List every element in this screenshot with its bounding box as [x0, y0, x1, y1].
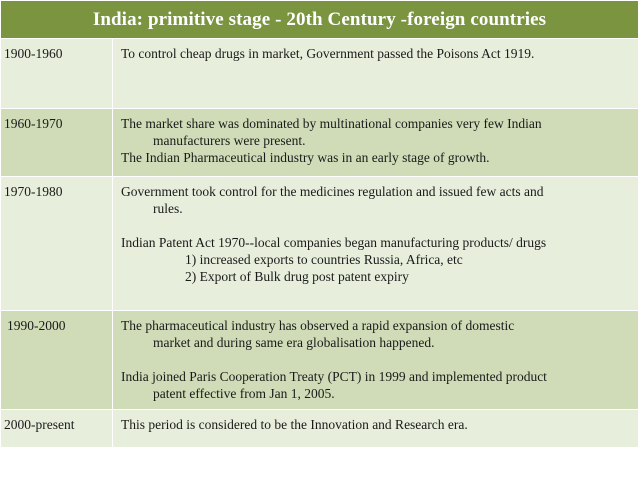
description-cell — [113, 39, 638, 109]
description-line: The Indian Pharmaceutical industry was in an early stage of growth. — [121, 150, 490, 165]
table-row — [1, 410, 638, 448]
description-line: 2) Export of Bulk drug post patent expiry — [185, 269, 409, 284]
table-row — [1, 39, 638, 109]
period-cell: 1900-1960 — [1, 39, 113, 109]
period-cell: 2000-present — [1, 410, 113, 448]
description-line: 1) increased exports to countries Russia, Africa, etc — [185, 252, 463, 267]
description-cell — [113, 177, 638, 311]
period-cell: 1960-1970 — [1, 109, 113, 177]
description-line: manufacturers were present. — [153, 133, 306, 148]
description-line: rules. — [153, 201, 183, 216]
table-row — [1, 311, 638, 410]
description-cell — [113, 109, 638, 177]
description-line: To control cheap drugs in market, Government passed the Poisons Act 1919. — [121, 46, 535, 61]
description-cell — [113, 410, 638, 448]
description-line: This period is considered to be the Innovation and Research era. — [121, 417, 468, 432]
period-cell: 1990-2000 — [1, 311, 113, 410]
description-line: Indian Patent Act 1970--local companies began manufacturing products/ drugs — [121, 235, 547, 250]
description-line: The pharmaceutical industry has observed a rapid expansion of domestic — [121, 318, 515, 333]
line-spacer — [121, 217, 634, 234]
description-line: market and during same era globalisation happened. — [153, 335, 435, 350]
description-line: patent effective from Jan 1, 2005. — [153, 386, 335, 401]
description-line: India joined Paris Cooperation Treaty (PCT) in 1999 and implemented product — [121, 369, 547, 384]
table-row — [1, 109, 638, 177]
description-line: Government took control for the medicines regulation and issued few acts and — [121, 184, 544, 199]
table-row — [1, 177, 638, 311]
period-cell: 1970-1980 — [1, 177, 113, 311]
description-line: The market share was dominated by multinational companies very few Indian — [121, 116, 542, 131]
table-title: India: primitive stage - 20th Century -foreign countries — [1, 1, 638, 39]
description-cell — [113, 311, 638, 410]
line-spacer — [121, 351, 634, 368]
